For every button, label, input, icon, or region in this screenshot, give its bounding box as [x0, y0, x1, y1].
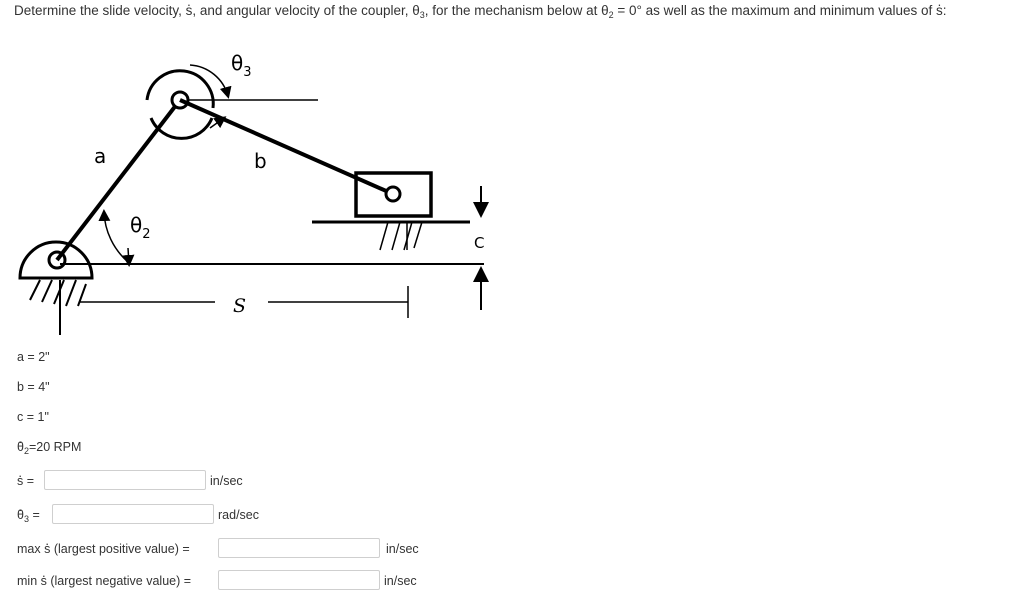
theta3dot-answer-sub: 3 [23, 514, 29, 524]
label-c: C [474, 234, 485, 252]
theta3-arc [190, 65, 228, 96]
coupler-link-b [180, 100, 393, 194]
min-pre: min [17, 574, 41, 588]
param-c: c = 1" [17, 410, 49, 424]
sdot-answer-label [17, 474, 34, 488]
theta3dot-answer-eq: = [28, 508, 40, 522]
max-sdot-unit: in/sec [386, 542, 419, 556]
theta3dot-answer-label [17, 508, 40, 524]
question-part-2: , and angular velocity of the coupler, θ [192, 3, 420, 18]
min-sdot-unit: in/sec [384, 574, 417, 588]
question-part-5: : [942, 3, 947, 18]
sdot-unit: in/sec [210, 474, 243, 488]
label-s: S [233, 295, 247, 317]
min-sdot-symbol: s . [41, 574, 47, 588]
max-post: (largest positive value) = [50, 542, 190, 556]
question-part-3: , for the mechanism below at θ [424, 3, 609, 18]
sdot-symbol: s . [186, 3, 193, 18]
min-sdot-input[interactable] [218, 570, 380, 590]
theta3dot-answer-input[interactable] [52, 504, 214, 524]
theta2-arc [104, 212, 128, 262]
slider-ground [312, 222, 470, 250]
label-theta2: $\theta_2$ [130, 213, 151, 242]
crank-coupler-joint [147, 71, 213, 139]
sdot-answer-eq: = [23, 474, 35, 488]
theta3dot-answer-symbol: θ . [17, 508, 24, 522]
theta3dot-unit: rad/sec [218, 508, 259, 522]
label-a: a [94, 144, 107, 168]
sdot-answer-symbol: s . [17, 474, 23, 488]
theta3-subscript: 3 [419, 10, 425, 20]
theta2-arrow [128, 248, 129, 264]
param-theta2dot [17, 440, 81, 456]
label-b: b [254, 149, 267, 173]
param-a: a = 2" [17, 350, 50, 364]
label-theta3: $\theta_3$ [231, 51, 252, 80]
slider-block [356, 173, 431, 216]
question-part-1: Determine the slide velocity, [14, 3, 186, 18]
param-b: b = 4" [17, 380, 50, 394]
max-sdot-input[interactable] [218, 538, 380, 558]
sdot-answer-input[interactable] [44, 470, 206, 490]
max-pre: max [17, 542, 45, 556]
theta2dot-symbol: θ . [17, 440, 24, 454]
theta2-subscript: 2 [608, 10, 614, 20]
min-post: (largest negative value) = [46, 574, 192, 588]
question-part-4: = 0° as well as the maximum and minimum values of [613, 3, 937, 18]
max-sdot-symbol: s . [44, 542, 50, 556]
theta2dot-subscript: 2 [23, 446, 29, 456]
ground-pivot [20, 242, 92, 335]
sdot-symbol-2: s . [936, 3, 943, 18]
min-sdot-label [17, 574, 191, 588]
theta2dot-value: =20 RPM [28, 440, 82, 454]
max-sdot-label [17, 542, 190, 556]
crank-link-a [57, 100, 180, 260]
